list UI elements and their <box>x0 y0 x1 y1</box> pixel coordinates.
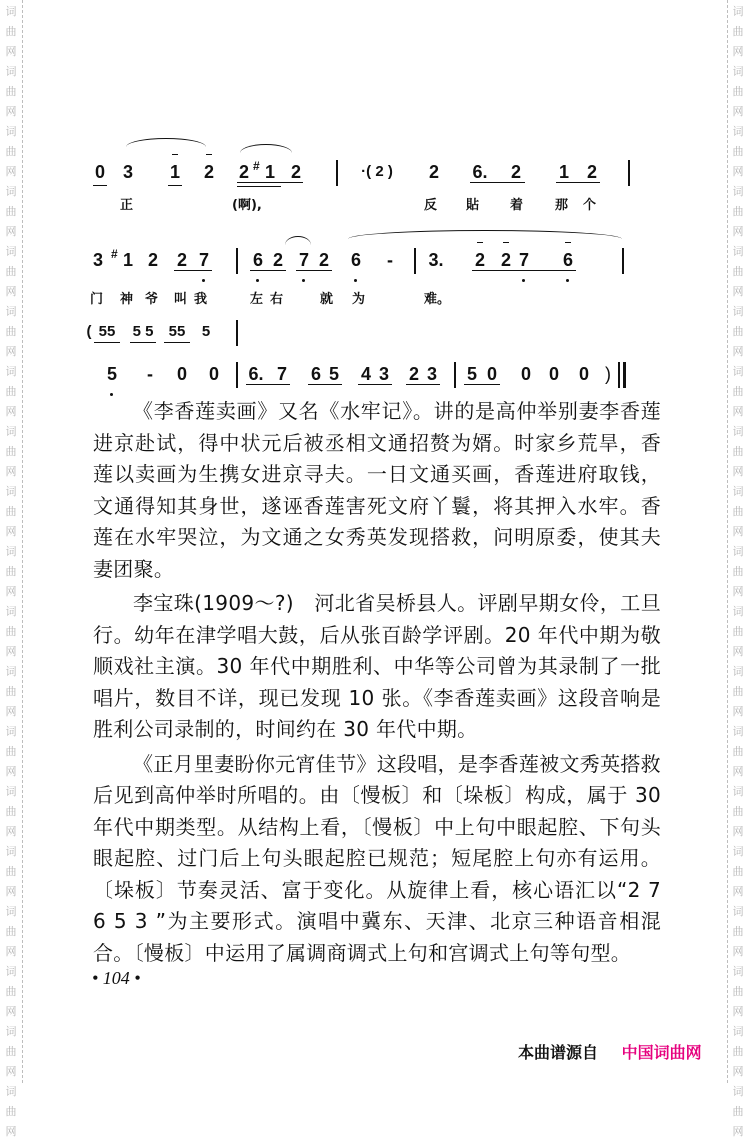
watermark-glyph-group: 词 曲 网 <box>5 125 17 178</box>
note: 2 <box>586 162 597 182</box>
watermark-glyph-group: 词 曲 网 <box>732 185 744 238</box>
watermark-glyph-group: 词 曲 网 <box>5 1025 17 1078</box>
note: 6. <box>472 162 488 182</box>
watermark-glyph-group: 词 曲 网 <box>732 545 744 598</box>
slur <box>126 138 206 147</box>
watermark-glyph-group: 词 曲 网 <box>732 305 744 358</box>
lyric: 反 <box>424 198 438 213</box>
watermark-glyph-group: 词 曲 网 <box>5 65 17 118</box>
source-credit <box>518 1040 702 1063</box>
watermark-glyph-group: 词 曲 网 <box>732 905 744 958</box>
watermark-glyph-group: 词 曲 网 <box>5 545 17 598</box>
watermark-glyph-group: 词 曲 网 <box>732 65 744 118</box>
watermark-glyph-group: 词 曲 网 <box>5 665 17 718</box>
paragraph-synopsis: 《李香莲卖画》又名《水牢记》。讲的是高仲举别妻李香莲进京赴试，得中状元后被丞相文通招赘为婿。时家乡荒旱，香莲以卖画为生携女进京寻夫。一日文通买画，香莲进府取钱，文通得知其身世，遂诬香莲害死文府丫鬟，将其押入水牢。香莲在水牢哭泣，为文通之女秀英发现搭救，问明原委，使其夫妻团聚。 <box>93 399 661 581</box>
watermark-glyph-group: 词 曲 网 <box>5 605 17 658</box>
watermark-glyph-group: 词 曲 网 <box>5 965 17 1018</box>
lyric: 貼 <box>466 198 480 213</box>
note: 1 <box>558 162 569 182</box>
article-body <box>93 396 661 969</box>
note: 1 # <box>253 159 275 182</box>
watermark-glyph-group: 词 曲 网 <box>5 245 17 298</box>
slur <box>348 230 622 239</box>
lyric: 个 <box>583 198 597 213</box>
watermark-glyph-group: 词 曲 网 <box>732 785 744 838</box>
note: 2 <box>238 162 249 182</box>
note: 1 <box>167 160 183 184</box>
barline <box>628 160 630 186</box>
watermark-glyph-group: 词 曲 网 <box>732 5 744 58</box>
watermark-glyph-group: 词 曲 网 <box>5 845 17 898</box>
watermark-glyph-group: 词 曲 网 <box>5 5 17 58</box>
watermark-glyph-group: 词 曲 网 <box>732 965 744 1018</box>
watermark-glyph-group: 词 曲 网 <box>5 425 17 478</box>
barline <box>336 160 338 186</box>
note: 2 <box>510 162 521 182</box>
note: 3 <box>122 162 133 182</box>
watermark-glyph-group: 词 曲 网 <box>5 905 17 958</box>
watermark-glyph-group: 词 曲 网 <box>732 665 744 718</box>
watermark-glyph-group: 词 曲 网 <box>732 605 744 658</box>
note: ·( 2 ) <box>361 163 393 180</box>
watermark-glyph-group: 词 曲 网 <box>5 725 17 778</box>
lyric: 那 <box>555 198 569 213</box>
watermark-glyph-group: 词 曲 网 <box>5 1085 17 1138</box>
slur <box>240 144 292 153</box>
watermark-glyph-group: 词 曲 网 <box>5 185 17 238</box>
watermark-glyph-group: 词 曲 网 <box>732 1085 744 1138</box>
watermark-glyph-group: 词 曲 网 <box>732 1025 744 1078</box>
lyric: 着 <box>510 198 524 213</box>
paragraph-biography: 李宝珠(1909～?) 河北省吴桥县人。评剧早期女伶，工旦行。幼年在津学唱大鼓，后从张百龄学评剧。20 年代中期为敬顺戏社主演。30 年代中期胜利、中华等公司曾为其录制了一批唱片，数目不详，现已发现 10 张。《李香莲卖画》这段音响是胜利公司录制的，时间约在 30 年代中期。 <box>93 591 661 741</box>
note: 0 <box>92 160 108 184</box>
watermark-glyph-group: 词 曲 网 <box>5 305 17 358</box>
watermark-glyph-group: 词 曲 网 <box>732 485 744 538</box>
page-number: • 104 • <box>92 968 141 988</box>
source-label: 本曲谱源自 <box>518 1043 599 1062</box>
watermark-glyph-group: 词 曲 网 <box>732 365 744 418</box>
watermark-glyph-group: 词 曲 网 <box>5 365 17 418</box>
paragraph-analysis: 《正月里妻盼你元宵佳节》这段唱，是李香莲被文秀英搭救后见到高仲举时所唱的。由〔慢板〕和〔垛板〕构成，属于 30 年代中期类型。从结构上看，〔慢板〕中上句中眼起腔、下句头眼起腔、过门后上句头眼起腔已规范；短尾腔上句亦有运用。〔垛板〕节奏灵活、富于变化。从旋律上看，核心语汇以“2 7 6 5 3 ”为主要形式。演唱中冀东、天津、北京三种语音相混合。〔慢板〕中运用了属调商调式上句和宫调式上句等句型。 <box>93 751 661 965</box>
watermark-glyph-group: 词 曲 网 <box>5 485 17 538</box>
watermark-glyph-group: 词 曲 网 <box>5 785 17 838</box>
lyric: (啊), <box>232 198 262 213</box>
lyric: 正 <box>120 198 134 213</box>
watermark-glyph-group: 词 曲 网 <box>732 845 744 898</box>
watermark-glyph-group: 词 曲 网 <box>732 245 744 298</box>
watermark-glyph-group: 词 曲 网 <box>732 725 744 778</box>
watermark-glyph-group: 词 曲 网 <box>732 125 744 178</box>
slur <box>285 236 311 245</box>
watermark-glyph-group: 词 曲 网 <box>732 425 744 478</box>
note: 2 <box>428 162 439 182</box>
note: 2 <box>201 160 217 184</box>
note: 2 <box>290 162 301 182</box>
source-site-link[interactable]: 中国词曲网 <box>621 1043 702 1062</box>
